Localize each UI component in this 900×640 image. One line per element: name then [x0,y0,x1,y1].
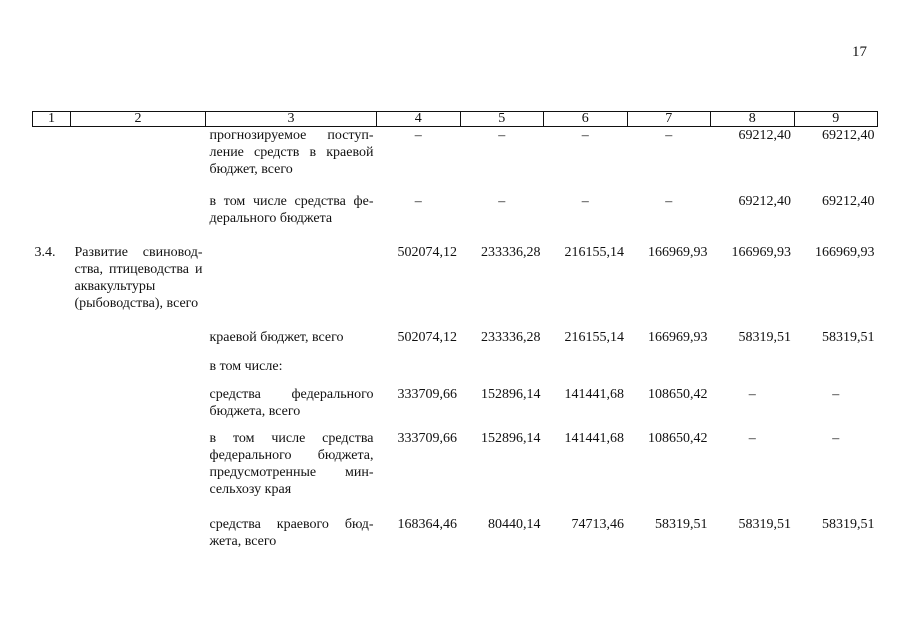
row-name [71,358,206,386]
value-cell: 502074,12 [397,244,457,260]
column-header-9: 9 [794,112,878,127]
value-cell: – [414,128,422,143]
value-cell: 233336,28 [481,329,541,345]
column-number-row [33,112,878,127]
value-cell: – [832,430,840,446]
table-row [33,516,878,556]
value-cell: 141441,68 [564,430,624,446]
row-label: краевой бюджет, всего [209,329,344,345]
value-cell: – [498,128,506,143]
row-name [71,193,206,244]
value-cell: 141441,68 [564,386,624,402]
value-cell [544,358,628,386]
value-cell: 108650,42 [648,386,708,402]
row-name [71,329,206,358]
value-cell: 233336,28 [481,244,541,260]
table-row [33,127,878,193]
row-code [33,516,71,556]
value-cell: – [665,193,673,209]
value-cell: – [498,193,506,209]
value-cell: 108650,42 [648,430,708,446]
value-cell: – [748,386,756,402]
value-cell: 74713,46 [571,516,624,532]
row-label: в том числе средства федерального бюджета, предусмотренные мин-сельхозу края [209,430,374,497]
table-row [33,430,878,516]
table-row [33,386,878,430]
value-cell: 168364,46 [397,516,457,532]
column-header-8: 8 [711,112,795,127]
row-name: Развитие свиновод-ства, птицеводства и аквакультуры (рыбоводства), всего [74,244,203,311]
row-code [33,193,71,244]
row-label [206,244,377,329]
row-name [71,127,206,193]
value-cell: 502074,12 [397,329,457,345]
row-label: в том числе: [209,358,283,374]
table-row [33,358,878,386]
value-cell: 58319,51 [738,329,791,345]
value-cell [377,358,461,386]
row-name [71,516,206,556]
column-header-1: 1 [33,112,71,127]
budget-table [32,111,878,556]
value-cell [627,358,711,386]
value-cell [794,358,878,386]
row-label: средства федерального бюджета, всего [209,386,374,419]
column-header-4: 4 [377,112,461,127]
value-cell: – [581,193,589,209]
value-cell: – [832,386,840,402]
value-cell: 69212,40 [738,128,791,143]
table-row [33,329,878,358]
column-header-3: 3 [206,112,377,127]
value-cell: 58319,51 [822,329,875,345]
column-header-2: 2 [71,112,206,127]
row-name [71,386,206,430]
value-cell: 80440,14 [488,516,541,532]
column-header-6: 6 [544,112,628,127]
value-cell: 69212,40 [738,193,791,209]
value-cell: 166969,93 [731,244,791,260]
value-cell: 333709,66 [397,386,457,402]
value-cell: 58319,51 [738,516,791,532]
value-cell: 152896,14 [481,430,541,446]
value-cell: 333709,66 [397,430,457,446]
table-header [33,112,878,127]
value-cell: 58319,51 [655,516,708,532]
row-code [33,329,71,358]
value-cell: 69212,40 [822,193,875,209]
row-code: 3.4. [34,244,56,260]
value-cell: 216155,14 [564,329,624,345]
column-header-5: 5 [460,112,544,127]
table-body [33,127,878,556]
row-label: средства краевого бюд-жета, всего [209,516,374,549]
table-row [33,244,878,329]
table-row [33,193,878,244]
row-code [33,358,71,386]
value-cell: 216155,14 [564,244,624,260]
value-cell: – [414,193,422,209]
value-cell: 166969,93 [648,244,708,260]
value-cell: 166969,93 [648,329,708,345]
value-cell: 58319,51 [822,516,875,532]
value-cell: – [748,430,756,446]
row-code [33,127,71,193]
value-cell [711,358,795,386]
row-label: в том числе средства фе-дерального бюджета [209,193,374,226]
value-cell: 166969,93 [815,244,875,260]
value-cell: – [581,128,589,143]
value-cell: 69212,40 [822,128,875,143]
row-code [33,430,71,516]
page-number: 17 [852,44,867,60]
row-code [33,386,71,430]
column-header-7: 7 [627,112,711,127]
row-label: прогнозируемое поступ-ление средств в краевой бюджет, всего [209,128,374,177]
row-name [71,430,206,516]
value-cell [460,358,544,386]
value-cell: – [665,128,673,143]
value-cell: 152896,14 [481,386,541,402]
